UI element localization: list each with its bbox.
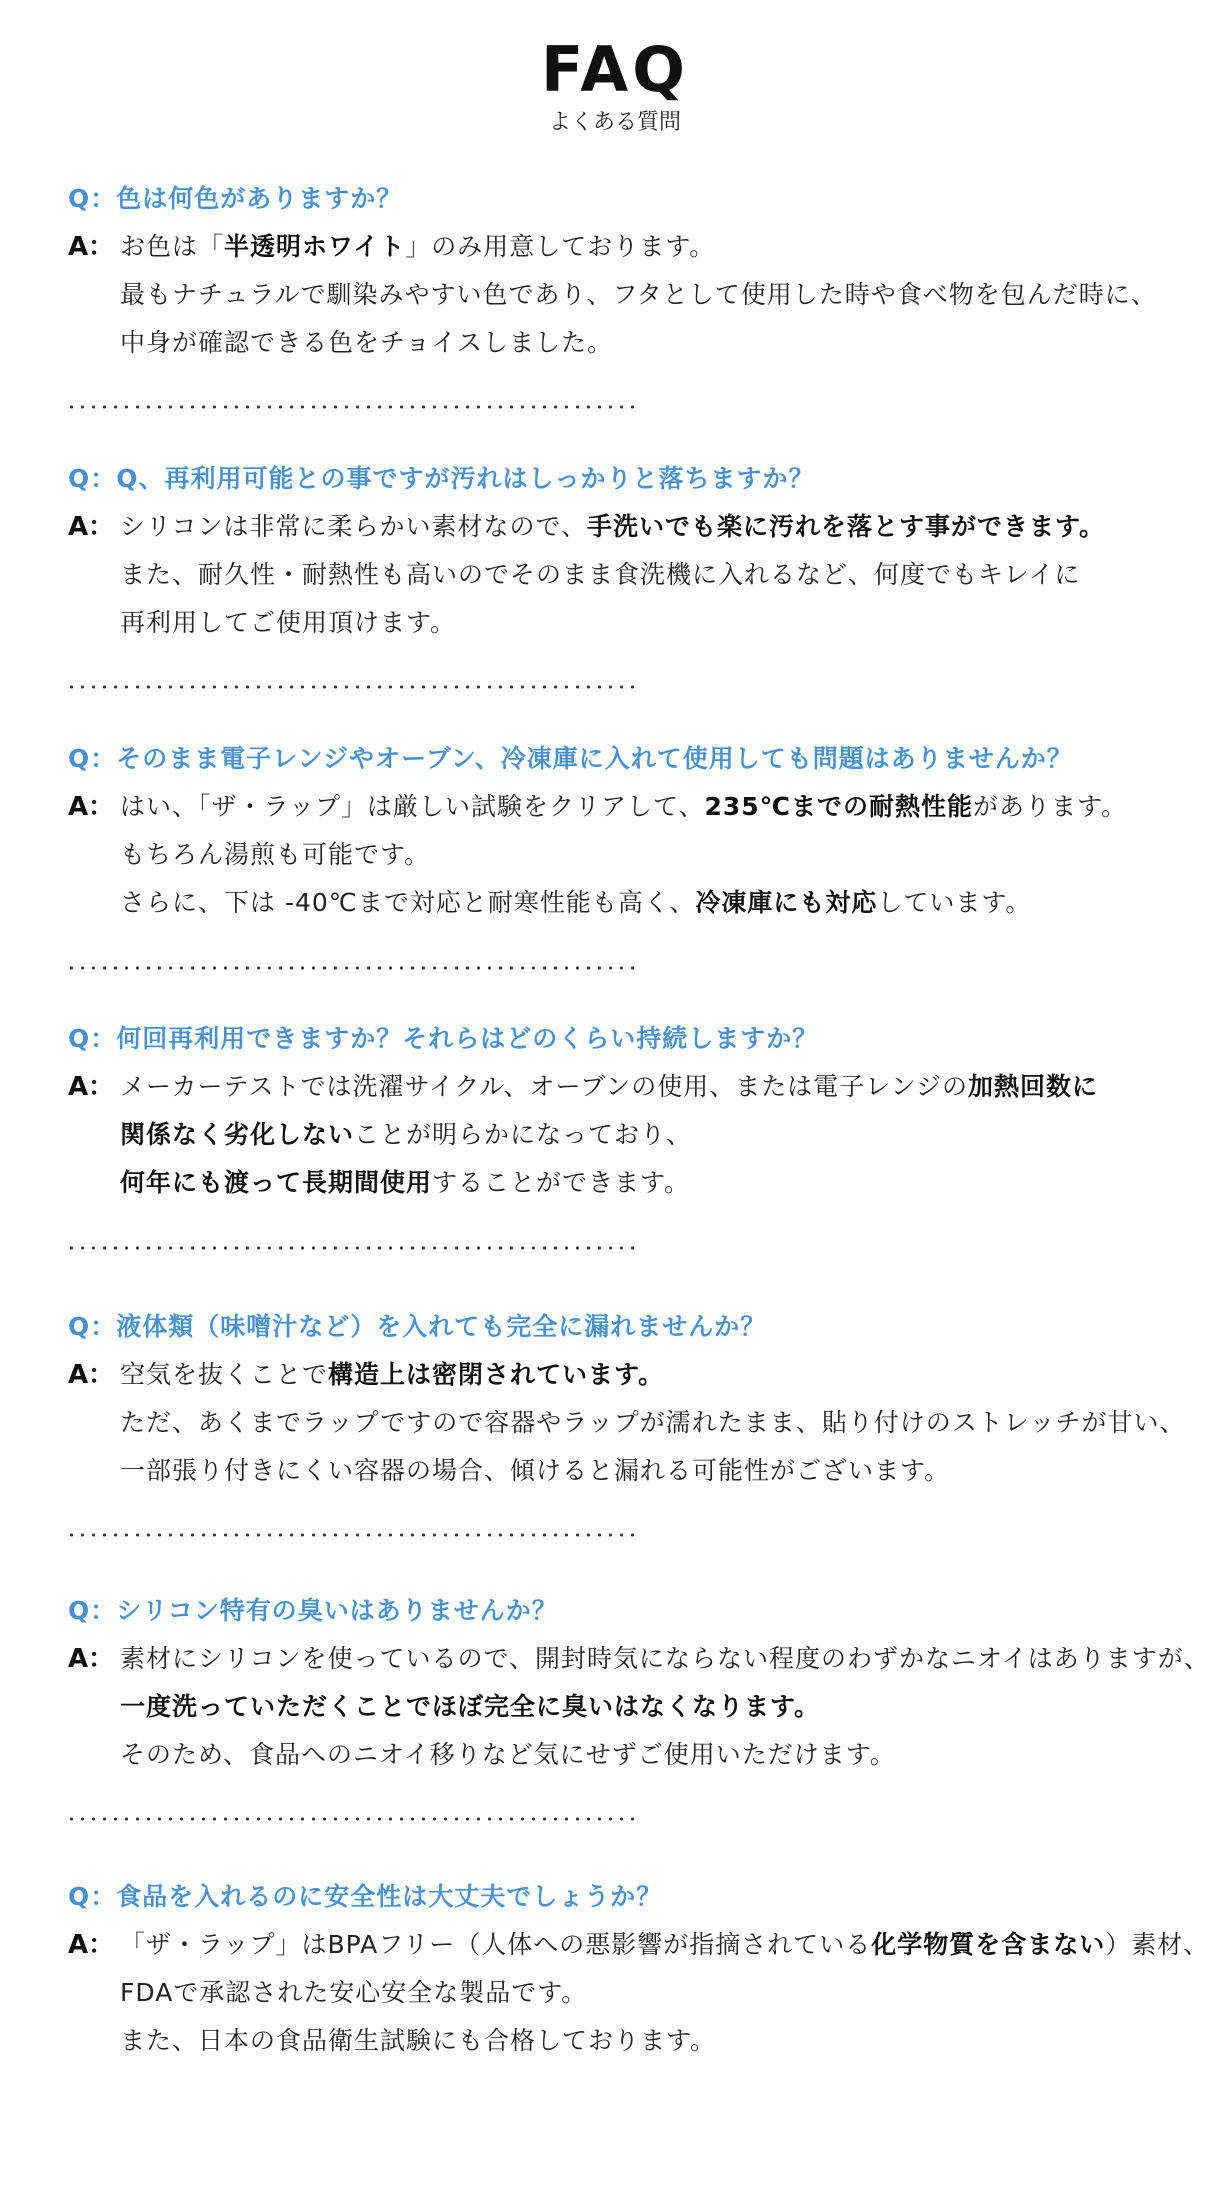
faq-answer-line [120, 230, 715, 264]
faq-answer-line [120, 606, 456, 640]
answer-emphasis: 一度洗っていただくことでほぼ完全に臭いはなくなります。 [120, 1692, 821, 1721]
faq-question: Q：何回再利用できますか？それらはどのくらい持続しますか？ [68, 1024, 819, 1053]
faq-answer-line [120, 278, 1157, 312]
faq-question: Q：食品を入れるのに安全性は大丈夫でしょうか？ [68, 1882, 663, 1911]
dotted-divider [66, 405, 636, 409]
faq-question: Q：そのまま電子レンジやオーブン、冷凍庫に入れて使用しても問題はありませんか？ [68, 744, 1073, 773]
answer-emphasis: 化学物質を含まない [871, 1930, 1106, 1959]
answer-text: シリコンは非常に柔らかい素材なので、 [120, 512, 588, 541]
faq-answer-line [120, 1358, 664, 1392]
answer-text: そのため、食品へのニオイ移りなど気にせずご使用いただけます。 [120, 1740, 896, 1769]
dotted-divider [66, 1533, 636, 1537]
answer-text: さらに、下は -40℃まで対応と耐寒性能も高く、 [120, 888, 696, 917]
answer-text: もちろん湯煎も可能です。 [120, 840, 431, 869]
page-subtitle: よくある質問 [548, 110, 681, 135]
answer-text: 一部張り付きにくい容器の場合、傾けると漏れる可能性がございます。 [120, 1456, 951, 1485]
faq-answer-line [120, 1642, 1210, 1676]
faq-answer-line [120, 326, 613, 360]
faq-answer-line [120, 1406, 1186, 1440]
faq-answer-line [120, 790, 1127, 824]
answer-text: があります。 [972, 792, 1127, 821]
answer-text: ）素材、 [1105, 1930, 1210, 1959]
answer-text: 」のみ用意しております。 [405, 232, 716, 261]
answer-emphasis: 235℃までの耐熱性能 [704, 792, 973, 821]
faq-answer-line [120, 886, 1031, 920]
answer-text: 再利用してご使用頂けます。 [120, 608, 457, 637]
answer-text: また、日本の食品衛生試験にも合格しております。 [120, 2026, 717, 2055]
faq-answer-line [120, 1690, 820, 1724]
page-title: FAQ [541, 33, 689, 106]
dotted-divider [66, 1817, 636, 1821]
answer-emphasis: 構造上は密閉されています。 [328, 1360, 665, 1389]
answer-text: 素材にシリコンを使っているので、開封時気にならない程度のわずかなニオイはありますが、 [120, 1644, 1210, 1673]
faq-answer-label: A： [68, 1644, 115, 1674]
answer-emphasis: 手洗いでも楽に汚れを落とす事ができます。 [587, 512, 1106, 541]
faq-question: Q：シリコン特有の臭いはありませんか？ [68, 1596, 558, 1625]
faq-answer-line [120, 2024, 716, 2058]
answer-text: しています。 [877, 888, 1032, 917]
answer-text: することができます。 [432, 1168, 691, 1197]
answer-text: 空気を抜くことで [120, 1360, 329, 1389]
faq-answer-line [120, 1454, 950, 1488]
answer-emphasis: 冷凍庫にも対応 [695, 888, 878, 917]
faq-answer-label: A： [68, 1360, 115, 1390]
answer-text: 「ザ・ラップ」はBPAフリー（人体への悪影響が指摘されている [120, 1930, 872, 1959]
faq-answer-line [120, 1118, 692, 1152]
answer-text: メーカーテストでは洗濯サイクル、オーブンの使用、または電子レンジの [120, 1072, 969, 1101]
answer-text: 最もナチュラルで馴染みやすい色であり、フタとして使用した時や食べ物を包んだ時に、 [120, 280, 1157, 309]
faq-answer-label: A： [68, 1072, 115, 1102]
faq-answer-label: A： [68, 232, 115, 262]
faq-answer-line [120, 510, 1105, 544]
answer-text: また、耐久性・耐熱性も高いのでそのまま食洗機に入れるなど、何度でもキレイに [120, 560, 1081, 589]
faq-answer-label: A： [68, 1930, 115, 1960]
faq-answer-line [120, 1738, 896, 1772]
dotted-divider [66, 1246, 636, 1250]
answer-text: 中身が確認できる色をチョイスしました。 [120, 328, 614, 357]
answer-text: はい、「ザ・ラップ」は厳しい試験をクリアして、 [120, 792, 705, 821]
faq-answer-line [120, 558, 1081, 592]
faq-question: Q：液体類（味噌汁など）を入れても完全に漏れませんか？ [68, 1312, 767, 1341]
faq-answer-line [120, 1928, 1209, 1962]
page-header [0, 34, 1230, 138]
answer-emphasis: 何年にも渡って長期間使用 [120, 1168, 433, 1197]
dotted-divider [66, 966, 636, 970]
answer-text: お色は「 [120, 232, 225, 261]
answer-text: ただ、あくまでラップですので容器やラップが濡れたまま、貼り付けのストレッチが甘い、 [120, 1408, 1186, 1437]
answer-text: ことが明らかになっており、 [354, 1120, 693, 1149]
answer-emphasis: 関係なく劣化しない [120, 1120, 355, 1149]
faq-answer-label: A： [68, 792, 115, 822]
faq-answer-line [120, 1976, 587, 2010]
answer-emphasis: 半透明ホワイト [224, 232, 406, 261]
faq-answer-line [120, 838, 430, 872]
dotted-divider [66, 685, 636, 689]
faq-answer-line [120, 1070, 1098, 1104]
answer-text: FDAで承認された安心安全な製品です。 [120, 1978, 588, 2007]
faq-answer-label: A： [68, 512, 115, 542]
faq-question: Q：Q、再利用可能との事ですが汚れはしっかりと落ちますか？ [68, 464, 815, 493]
faq-question: Q：色は何色がありますか？ [68, 184, 403, 213]
faq-answer-line [120, 1166, 690, 1200]
answer-emphasis: 加熱回数に [968, 1072, 1099, 1101]
